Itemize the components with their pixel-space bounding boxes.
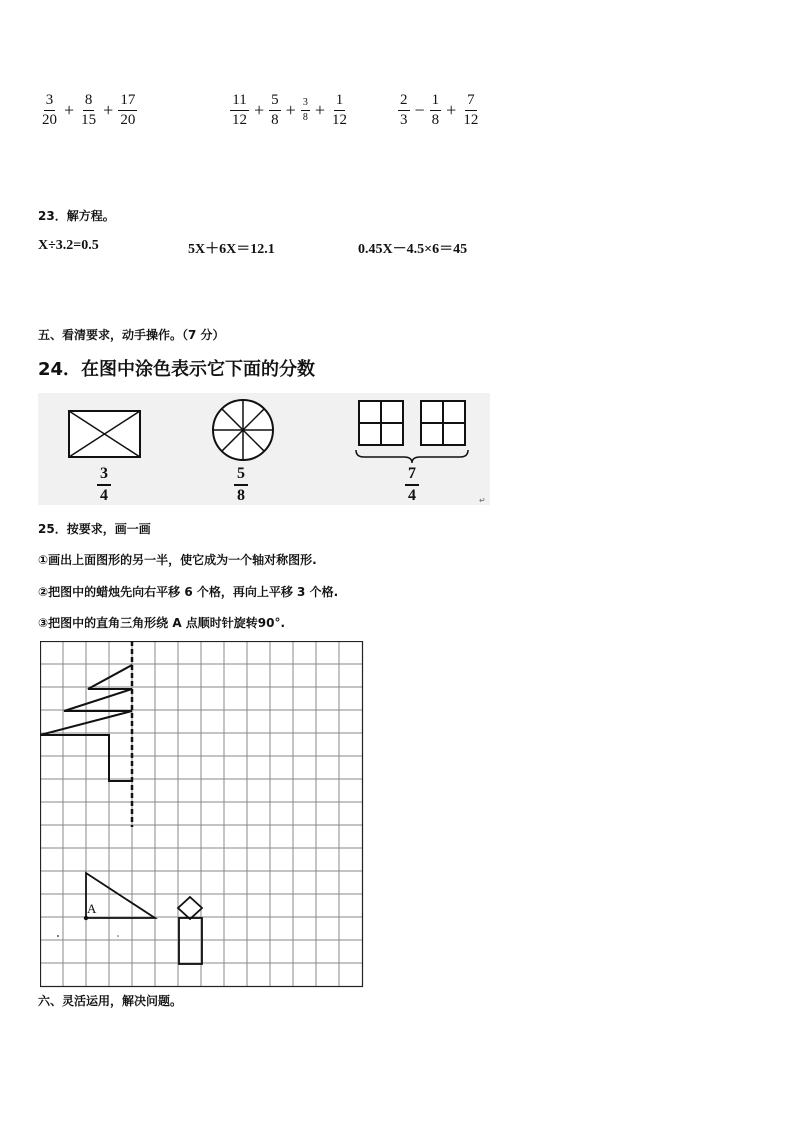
q25-item-1: ①画出上面图形的另一半，使它成为一个轴对称图形. — [38, 553, 317, 567]
fraction-7-4: $\frac{7}{4}$ — [405, 466, 419, 504]
operator: + — [64, 99, 75, 120]
fraction-5-8: $\frac{5}{8}$ — [234, 466, 248, 504]
rectangle-shape[interactable] — [69, 411, 140, 457]
operator: + — [254, 99, 265, 120]
candle-body — [179, 918, 202, 964]
fraction: $\frac{17}{20}$ — [120, 91, 136, 128]
equation-2: 5X＋6X＝12.1 — [188, 242, 275, 257]
operator: + — [314, 99, 325, 120]
point-a-label: A — [87, 901, 97, 916]
fraction: $\frac{3}{8}$ — [302, 96, 308, 123]
q25-title: 25．按要求，画一画 — [38, 522, 151, 536]
section-6-heading: 六、灵活运用，解决问题。 — [38, 994, 183, 1008]
square-grid-left[interactable] — [359, 401, 403, 445]
equation-3: 0.45X－4.5×6＝45 — [358, 242, 468, 257]
expression-2 — [228, 88, 351, 132]
q24-figure-panel — [38, 393, 490, 505]
square-grid-right[interactable] — [421, 401, 465, 445]
q25-item-2: ②把图中的蜡烛先向右平移 6 个格，再向上平移 3 个格. — [38, 585, 339, 599]
operator: − — [414, 99, 425, 120]
equation-1: X÷3.2=0.5 — [38, 238, 99, 253]
q23-title: 23．解方程。 — [38, 209, 115, 223]
svg-text:↵: ↵ — [479, 496, 486, 505]
circle-shape[interactable] — [213, 400, 273, 460]
operator: + — [103, 99, 114, 120]
expression-1 — [38, 88, 139, 132]
fraction: $\frac{11}{12}$ — [232, 91, 247, 128]
fraction: $\frac{3}{20}$ — [42, 91, 57, 128]
q24-title: 24．在图中涂色表示它下面的分数 — [38, 359, 316, 380]
fraction: $\frac{1}{8}$ — [431, 91, 440, 128]
candle-flame — [178, 897, 202, 919]
section-5-heading: 五、看清要求，动手操作。（7 分） — [38, 328, 225, 342]
fraction: $\frac{5}{8}$ — [271, 91, 279, 128]
drawing-grid[interactable] — [40, 641, 366, 989]
fraction: $\frac{7}{12}$ — [463, 91, 479, 128]
fraction: $\frac{1}{12}$ — [331, 91, 347, 128]
operator: + — [285, 99, 296, 120]
expression-3 — [396, 88, 482, 132]
fraction: $\frac{2}{3}$ — [400, 91, 408, 128]
grid-lines — [40, 641, 362, 986]
fraction-3-4: $\frac{3}{4}$ — [97, 466, 111, 504]
point-a — [84, 916, 88, 920]
q25-item-3: ③把图中的直角三角形绕 A 点顺时针旋转90°. — [38, 616, 286, 630]
fraction: $\frac{8}{15}$ — [81, 91, 97, 128]
brace — [356, 450, 468, 463]
operator: + — [446, 99, 457, 120]
